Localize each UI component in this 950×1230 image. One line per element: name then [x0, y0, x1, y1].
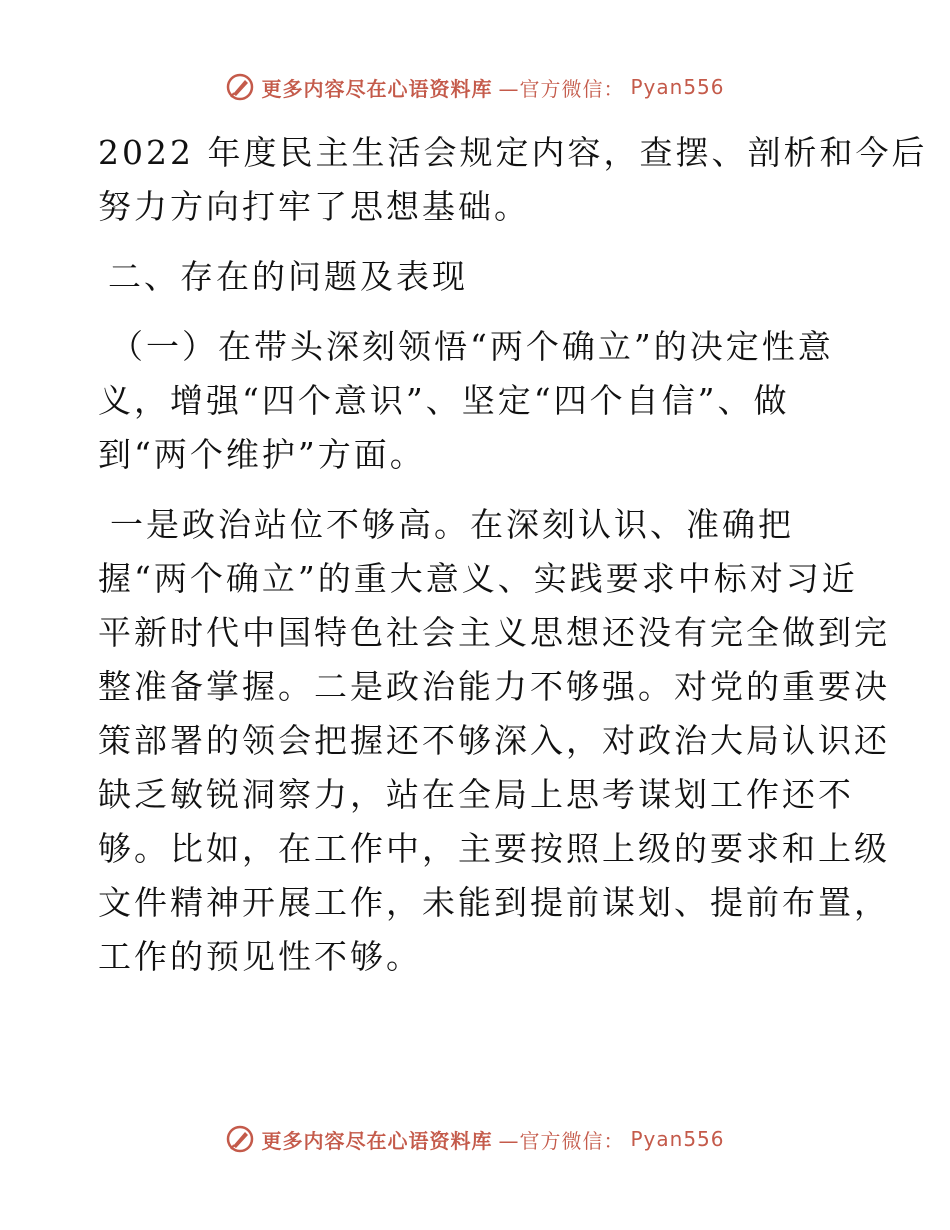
watermark-text: 更多内容尽在心语资料库	[261, 1128, 493, 1153]
header-watermark	[0, 72, 950, 102]
text-line: 文件精神开展工作，未能到提前谋划、提前布置，	[98, 883, 890, 922]
watermark-text: 更多内容尽在心语资料库	[261, 76, 493, 101]
text-line: 策部署的领会把握还不够深入，对政治大局认识还	[98, 721, 890, 760]
watermark-handle: Pyan556	[630, 1127, 725, 1151]
text-line: 努力方向打牢了思想基础。	[98, 187, 530, 226]
section-heading-text: 二、存在的问题及表现	[108, 257, 468, 296]
text-line: （一）在带头深刻领悟“两个确立”的决定性意	[110, 327, 834, 366]
footer-watermark	[0, 1124, 950, 1154]
text-line: 工作的预见性不够。	[98, 937, 422, 976]
text-line: 整准备掌握。二是政治能力不够强。对党的重要决	[98, 667, 890, 706]
subsection-heading	[98, 320, 858, 482]
quill-logo-icon	[225, 1124, 255, 1154]
watermark-contact-label: —官方微信：	[498, 1128, 625, 1153]
text-line: 缺乏敏锐洞察力，站在全局上思考谋划工作还不	[98, 775, 854, 814]
text-line: 一是政治站位不够高。在深刻认识、准确把	[110, 505, 794, 544]
text-line: 义，增强“四个意识”、坚定“四个自信”、做	[98, 381, 790, 420]
text-line: 2022 年度民主生活会规定内容，查摆、剖析和今后	[98, 133, 928, 172]
body-paragraph	[98, 498, 890, 984]
section-heading	[98, 250, 858, 304]
document-body	[98, 126, 928, 1000]
watermark-handle: Pyan556	[630, 75, 725, 99]
text-line: 平新时代中国特色社会主义思想还没有完全做到完	[98, 613, 890, 652]
text-line: 到“两个维护”方面。	[98, 435, 426, 474]
intro-paragraph	[98, 126, 928, 234]
text-line: 够。比如，在工作中，主要按照上级的要求和上级	[98, 829, 890, 868]
watermark-contact-label: —官方微信：	[498, 76, 625, 101]
quill-logo-icon	[225, 72, 255, 102]
text-line: 握“两个确立”的重大意义、实践要求中标对习近	[98, 559, 858, 598]
